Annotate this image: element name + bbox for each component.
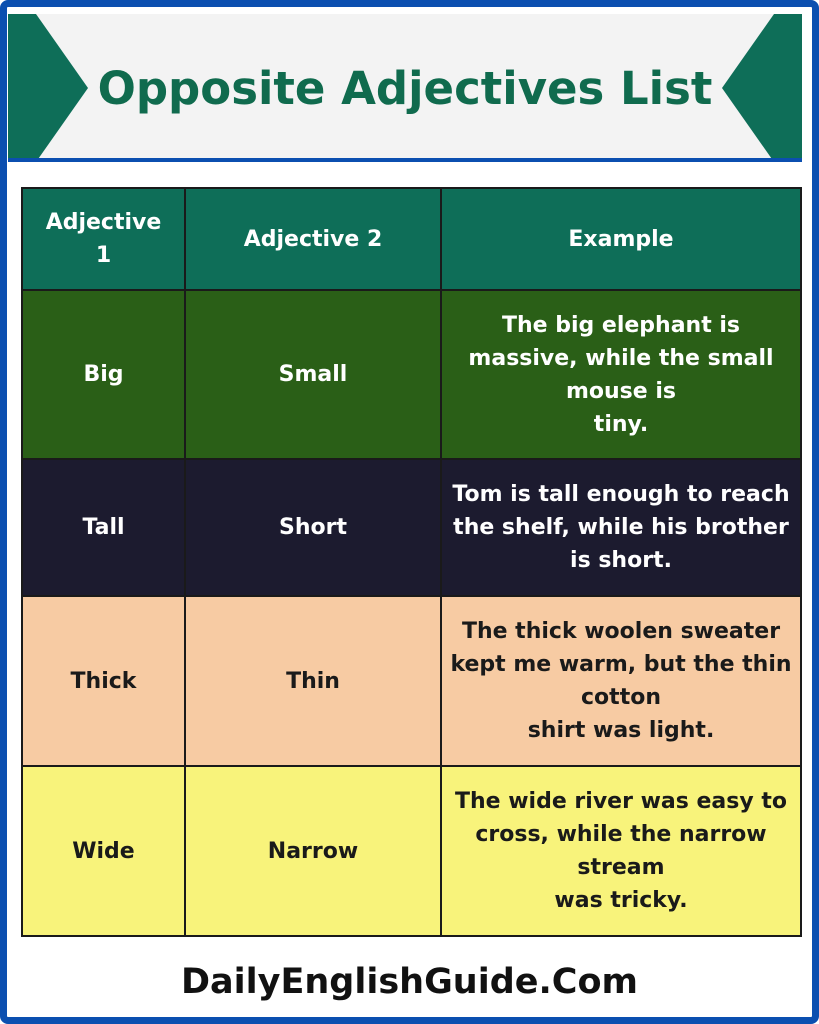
page-title: Opposite Adjectives List — [97, 61, 713, 115]
adjective-2-cell: Thin — [185, 596, 441, 766]
example-cell: The big elephant is massive, while the small mouse is tiny. — [441, 290, 801, 459]
adjective-1-cell: Thick — [22, 596, 185, 766]
adjective-1-cell: Tall — [22, 459, 185, 596]
title-banner — [8, 14, 802, 162]
table-row — [22, 596, 801, 766]
header-adjective-2: Adjective 2 — [185, 188, 441, 290]
site-footer-brand: DailyEnglishGuide.Com — [180, 962, 639, 1002]
adjective-2-cell: Small — [185, 290, 441, 459]
table-row — [22, 459, 801, 596]
example-cell: The thick woolen sweater kept me warm, but the thin cotton shirt was light. — [441, 596, 801, 766]
adjective-1-cell: Wide — [22, 766, 185, 936]
adjectives-table — [21, 187, 802, 937]
header-adjective-1: Adjective 1 — [22, 188, 185, 290]
header-example: Example — [441, 188, 801, 290]
adjective-2-cell: Short — [185, 459, 441, 596]
table-row — [22, 766, 801, 936]
table-row — [22, 290, 801, 459]
example-cell: Tom is tall enough to reach the shelf, while his brother is short. — [441, 459, 801, 596]
adjective-2-cell: Narrow — [185, 766, 441, 936]
adjective-1-cell: Big — [22, 290, 185, 459]
example-cell: The wide river was easy to cross, while the narrow stream was tricky. — [441, 766, 801, 936]
table-header-row — [22, 188, 801, 290]
